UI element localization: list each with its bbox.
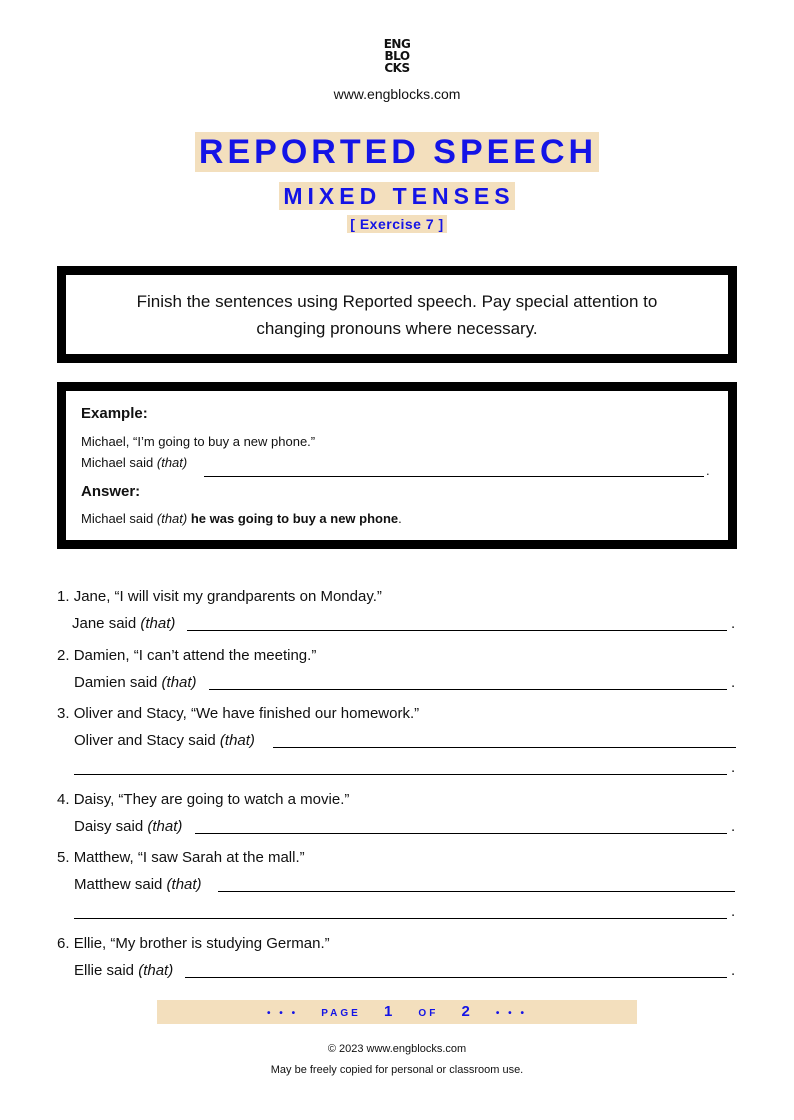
question-5-sentence — [57, 849, 305, 866]
line-end-dot: . — [731, 674, 736, 691]
example-answer-line — [204, 476, 704, 477]
example-box — [57, 382, 737, 549]
answer-heading: Answer: — [81, 483, 141, 500]
question-6-sentence — [57, 935, 330, 952]
example-prompt — [81, 455, 187, 470]
example-heading: Example: — [81, 405, 148, 422]
license-note: May be freely copied for personal or classroom use. — [270, 1064, 524, 1076]
question-text: Matthew, “I saw Sarah at the mall.” — [73, 849, 305, 866]
logo-line: BLO — [384, 49, 410, 63]
question-4-sentence — [57, 791, 349, 808]
answer-line-6[interactable] — [185, 977, 727, 978]
prompt-that: (that) — [219, 732, 255, 749]
prompt-that: (that) — [161, 674, 197, 691]
question-1-sentence — [57, 588, 382, 605]
question-3-sentence — [57, 705, 419, 722]
answer-line-3b[interactable] — [74, 774, 727, 775]
question-2-sentence — [57, 647, 316, 664]
line-end-dot: . — [731, 962, 736, 979]
example-prompt-label: Michael said — [81, 455, 154, 470]
answer-line-5a[interactable] — [218, 891, 735, 892]
logo-line: ENG — [383, 37, 411, 51]
answer-line-5b[interactable] — [74, 918, 727, 919]
prompt-that: (that) — [138, 962, 174, 979]
question-text: Damien, “I can’t attend the meeting.” — [73, 647, 317, 664]
prompt-label: Daisy said — [74, 818, 144, 835]
line-end-dot: . — [731, 818, 736, 835]
question-text: Daisy, “They are going to watch a movie.” — [73, 791, 350, 808]
prompt-label: Ellie said — [74, 962, 135, 979]
page-word: PAGE — [321, 1008, 361, 1019]
question-2-prompt — [74, 674, 197, 691]
question-1-prompt — [72, 615, 175, 632]
example-answer — [81, 511, 402, 526]
answer-line-1[interactable] — [187, 630, 727, 631]
instructions-box — [57, 266, 737, 363]
site-url: www.engblocks.com — [333, 86, 461, 102]
question-3-prompt — [74, 732, 255, 749]
engblocks-logo — [0, 38, 794, 74]
of-word: OF — [418, 1008, 439, 1019]
question-4-prompt — [74, 818, 182, 835]
answer-line-2[interactable] — [209, 689, 727, 690]
question-text: Jane, “I will visit my grandparents on Monday.” — [73, 588, 382, 605]
example-that: (that) — [156, 455, 188, 470]
page-indicator — [157, 1000, 637, 1024]
question-number: 4. — [57, 791, 70, 808]
prompt-that: (that) — [166, 876, 202, 893]
question-number: 5. — [57, 849, 70, 866]
prompt-label: Oliver and Stacy said — [74, 732, 216, 749]
line-end-dot: . — [731, 903, 736, 920]
prompt-that: (that) — [147, 818, 183, 835]
answer-that: (that) — [156, 511, 188, 526]
line-end-dot: . — [731, 615, 736, 632]
page-total: 2 — [461, 1003, 473, 1020]
example-dot: . — [706, 463, 710, 478]
page-subtitle: MIXED TENSES — [279, 182, 514, 210]
prompt-label: Matthew said — [74, 876, 163, 893]
page-dots-right: • • • — [495, 1008, 527, 1019]
prompt-that: (that) — [140, 615, 176, 632]
example-sentence: Michael, “I’m going to buy a new phone.” — [81, 434, 316, 449]
page-current: 1 — [383, 1003, 396, 1020]
question-text: Ellie, “My brother is studying German.” — [73, 935, 330, 952]
question-number: 1. — [57, 588, 70, 605]
page-title: REPORTED SPEECH — [195, 132, 599, 172]
page-dots-left: • • • — [267, 1008, 299, 1019]
instructions-text: Finish the sentences using Reported speech. Pay special attention to changing pronouns where necessary. — [136, 291, 658, 338]
question-number: 3. — [57, 705, 70, 722]
question-text: Oliver and Stacy, “We have finished our homework.” — [73, 705, 420, 722]
answer-prompt: Michael said — [81, 511, 154, 526]
answer-end: . — [398, 511, 402, 526]
copyright: © 2023 www.engblocks.com — [327, 1043, 467, 1055]
question-6-prompt — [74, 962, 173, 979]
answer-line-3a[interactable] — [273, 747, 736, 748]
question-number: 6. — [57, 935, 70, 952]
answer-line-4[interactable] — [195, 833, 727, 834]
prompt-label: Damien said — [74, 674, 158, 691]
logo-line: CKS — [384, 61, 410, 75]
question-5-prompt — [74, 876, 202, 893]
question-number: 2. — [57, 647, 70, 664]
prompt-label: Jane said — [72, 615, 137, 632]
line-end-dot: . — [731, 759, 736, 776]
exercise-label: [ Exercise 7 ] — [347, 215, 446, 233]
answer-text: he was going to buy a new phone — [190, 511, 399, 526]
